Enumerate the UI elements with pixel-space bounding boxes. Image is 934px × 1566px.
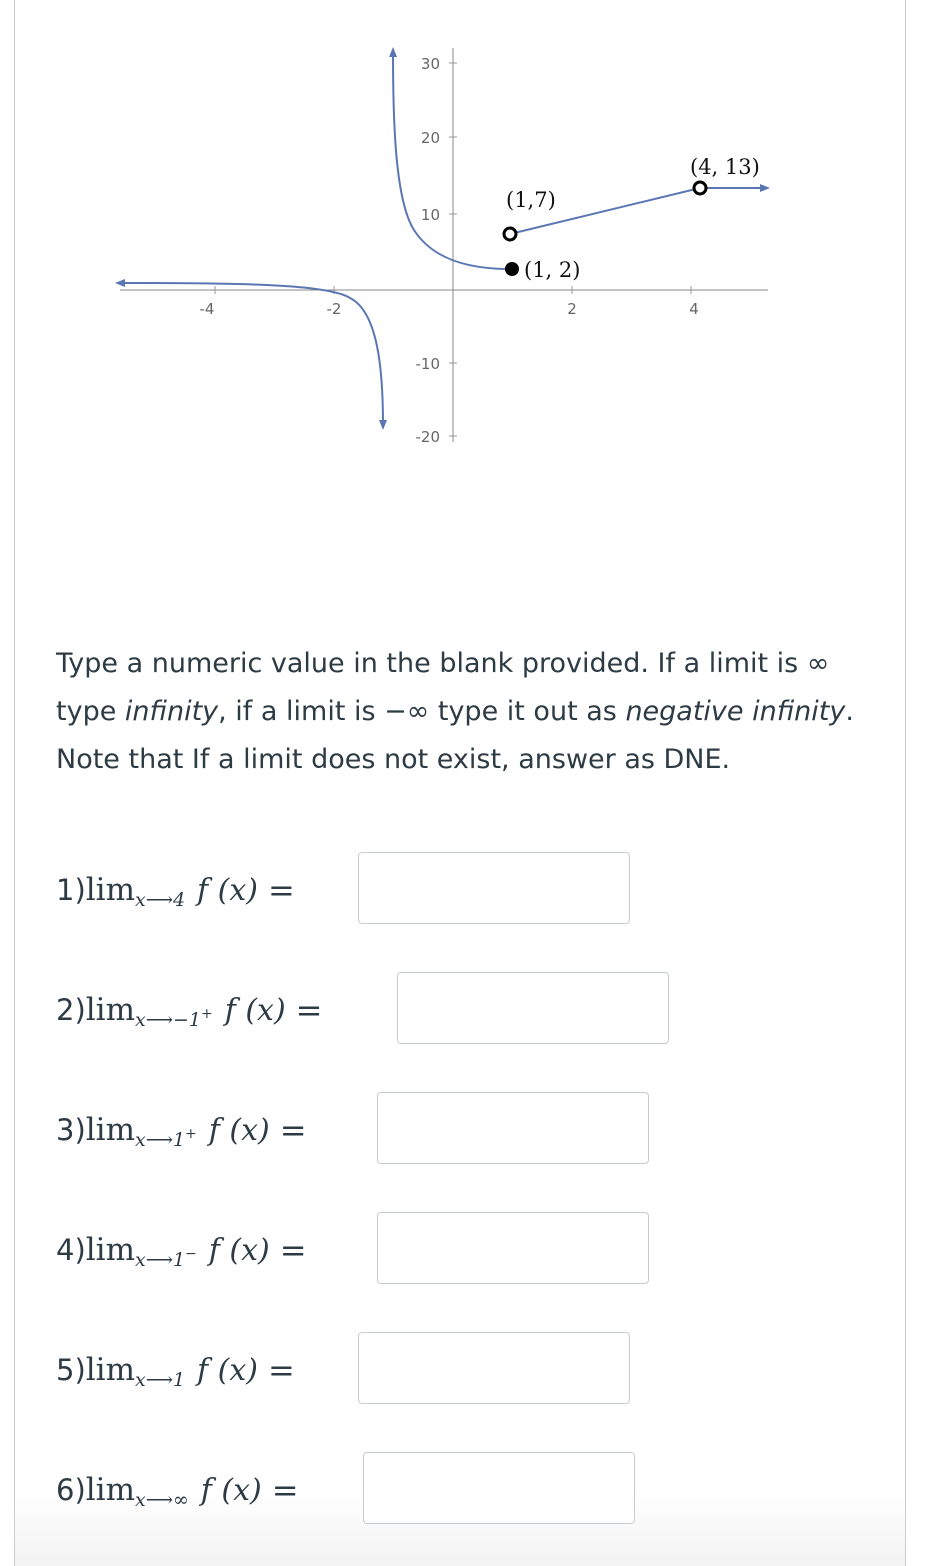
limit-subscript — [135, 1246, 197, 1271]
closed-point-1-2 — [505, 262, 519, 276]
function-expression: f (x) — [197, 1352, 259, 1388]
open-point-1-7 — [504, 228, 516, 240]
limit-approach: x⟶4 — [135, 889, 186, 911]
instructions-part: type it out as — [429, 696, 626, 727]
limit-operator: lim — [85, 1472, 135, 1508]
limit-side: + — [185, 1126, 197, 1142]
question-number: 1) — [56, 873, 86, 907]
instructions-part: type — [56, 696, 125, 727]
question-number: 4) — [56, 1233, 86, 1267]
y-tick-label: 10 — [420, 206, 440, 224]
function-graph — [100, 40, 780, 460]
limit-operator: lim — [85, 872, 135, 908]
y-tick-label: 20 — [420, 129, 440, 147]
limit-side: + — [200, 1006, 213, 1022]
limit-operator: lim — [85, 992, 135, 1028]
answer-input-2[interactable] — [397, 972, 669, 1044]
point-label-4-13: (4, 13) — [690, 155, 760, 179]
instructions-emphasis: negative infinity — [625, 696, 846, 727]
question-4 — [56, 1212, 315, 1288]
function-expression: f (x) — [208, 1112, 270, 1148]
question-2 — [56, 972, 330, 1048]
limit-approach: x⟶1 — [135, 1129, 186, 1151]
equals-sign: = — [295, 991, 323, 1029]
x-tick-label: 2 — [567, 300, 577, 318]
limit-approach: x⟶∞ — [135, 1489, 189, 1511]
equals-sign: = — [268, 1351, 295, 1389]
function-expression: f (x) — [208, 1232, 270, 1268]
answer-input-6[interactable] — [363, 1452, 635, 1524]
question-5 — [56, 1332, 303, 1408]
limit-operator: lim — [85, 1232, 135, 1268]
limit-approach: x⟶1 — [135, 1249, 186, 1271]
answer-input-5[interactable] — [358, 1332, 630, 1404]
question-number: 5) — [56, 1353, 86, 1387]
limit-side: − — [185, 1246, 197, 1262]
function-expression: f (x) — [224, 992, 286, 1028]
negative-infinity-symbol: −∞ — [384, 696, 430, 727]
function-expression: f (x) — [200, 1472, 262, 1508]
limit-approach: x⟶1 — [135, 1369, 186, 1391]
question-number: 6) — [56, 1473, 86, 1507]
question-6 — [56, 1452, 307, 1528]
limit-operator: lim — [85, 1352, 135, 1388]
limit-subscript — [135, 1126, 197, 1151]
infinity-symbol: ∞ — [806, 648, 830, 679]
limit-subscript — [135, 1006, 213, 1031]
instructions-text — [56, 640, 876, 784]
limit-operator: lim — [85, 1112, 135, 1148]
x-tick-label: -4 — [199, 300, 215, 318]
answer-input-1[interactable] — [358, 852, 630, 924]
right-branch-curve — [393, 52, 510, 269]
y-tick-label: -10 — [415, 355, 440, 373]
question-3 — [56, 1092, 315, 1168]
y-tick-label: -20 — [415, 428, 440, 446]
limit-approach: x⟶−1 — [135, 1009, 201, 1031]
answer-input-4[interactable] — [377, 1212, 649, 1284]
question-number: 2) — [56, 993, 86, 1027]
x-tick-label: 4 — [689, 300, 699, 318]
limit-subscript — [135, 889, 185, 911]
question-number: 3) — [56, 1113, 86, 1147]
answer-input-3[interactable] — [377, 1092, 649, 1164]
equals-sign: = — [271, 1471, 299, 1509]
instructions-part: Type a numeric value in the blank provided. If a limit is — [56, 648, 807, 679]
x-tick-label: -2 — [326, 300, 342, 318]
function-expression: f (x) — [197, 872, 259, 908]
equals-sign: = — [279, 1111, 307, 1149]
instructions-part: , if a limit is — [218, 696, 385, 727]
equals-sign: = — [268, 871, 295, 909]
question-1 — [56, 852, 303, 928]
limit-subscript — [135, 1489, 189, 1511]
limit-subscript — [135, 1369, 185, 1391]
instructions-part: . Note that If a limit does not exist, answer as DNE. — [56, 696, 854, 775]
instructions-emphasis: infinity — [124, 696, 219, 727]
open-point-4-13 — [694, 182, 706, 194]
left-branch-curve — [140, 283, 383, 425]
equals-sign: = — [279, 1231, 307, 1269]
point-label-1-2: (1, 2) — [524, 258, 581, 282]
point-label-1-7: (1,7) — [506, 188, 556, 212]
y-tick-label: 30 — [420, 55, 440, 73]
